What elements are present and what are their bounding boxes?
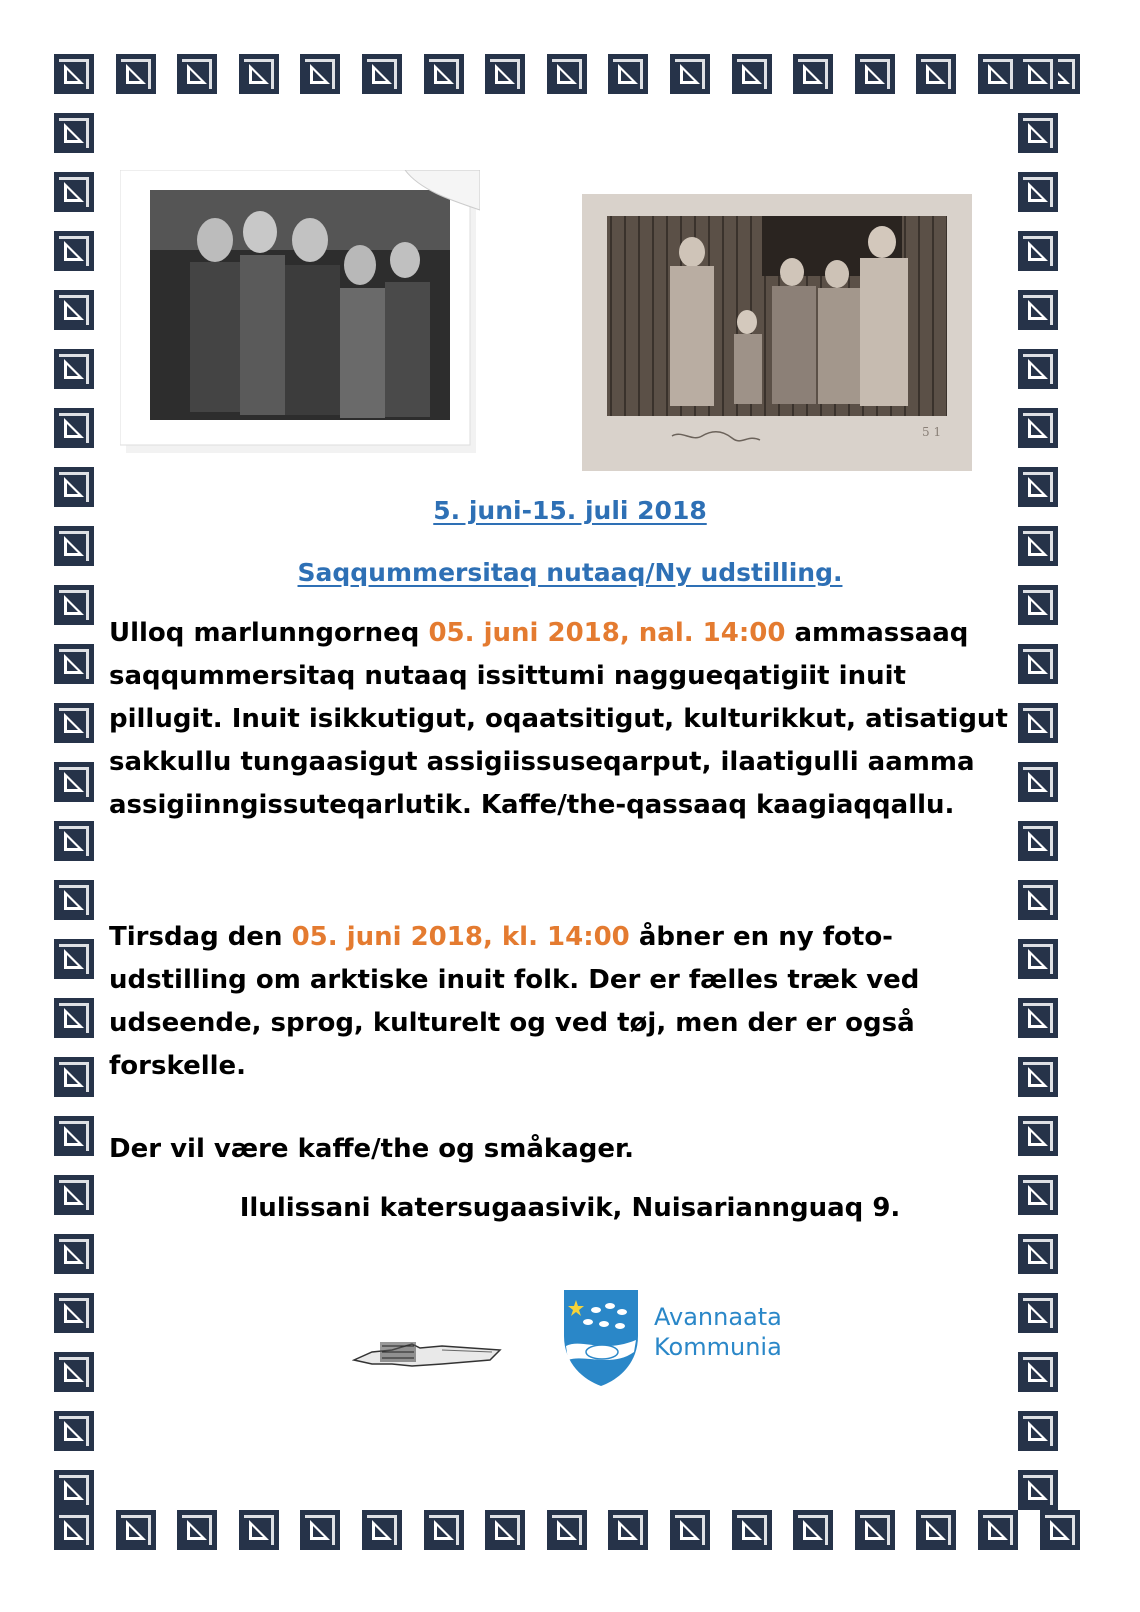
border-tile [1040,1510,1080,1550]
border-tile [54,880,94,920]
danish-datetime: 05. juni 2018, kl. 14:00 [291,922,630,952]
border-tile [239,54,279,94]
border-tile [670,54,710,94]
border-tile [54,408,94,448]
border-tile [1018,1234,1058,1274]
municipality-name-line2: Kommunia [654,1333,782,1361]
border-tile [177,1510,217,1550]
danish-lead: Tirsdag den [109,922,292,952]
address-text: Ilulissani katersugaasivik, Nuisariannguaq 9. [239,1193,901,1223]
border-tile [54,762,94,802]
border-tile [177,54,217,94]
border-tile [978,1510,1018,1550]
border-tile [1018,1352,1058,1392]
border-tile [116,54,156,94]
border-tile [916,1510,956,1550]
border-tile [424,54,464,94]
border-tile [424,1510,464,1550]
greenlandic-body: ammassaaq saqqummersitaq nutaaq issittumi naggueqatigiit inuit pillugit. Inuit isikkutigut, oqaatsitigut, kulturikkut, atisatigut sakkullu tungaasigut assigiissuseqarput, ilaatigulli aamma assigiinngissuteqarlutik. Kaffe/the-qassaaq kaagiaqqallu. [109,618,1008,820]
border-tile [793,1510,833,1550]
border-tile [1018,998,1058,1038]
border-tile [54,821,94,861]
border-tile [485,1510,525,1550]
border-tile [54,644,94,684]
border-tile [54,1234,94,1274]
border-tile [855,1510,895,1550]
greenlandic-paragraph [109,612,1009,827]
border-tile [1018,880,1058,920]
border-tile [732,1510,772,1550]
danish-paragraph [109,916,1009,1088]
border-tile [1018,939,1058,979]
border-tile [300,1510,340,1550]
border-tile [1018,290,1058,330]
border-tile [1018,585,1058,625]
border-tile [54,113,94,153]
border-tile [1018,1470,1058,1510]
border-tile [54,290,94,330]
border-tile [54,54,94,94]
border-tile [1018,762,1058,802]
greenlandic-lead: Ulloq marlunngorneq [109,618,429,648]
border-tile [1018,1293,1058,1333]
border-tile [1018,349,1058,389]
border-tile [239,1510,279,1550]
border-tile [54,1411,94,1451]
border-tile [1018,644,1058,684]
border-tile [54,1352,94,1392]
border-tile [54,1293,94,1333]
border-tile [54,172,94,212]
border-tile [54,998,94,1038]
border-tile [362,54,402,94]
greenlandic-datetime: 05. juni 2018, nal. 14:00 [428,618,786,648]
exhibition-title-heading: Saqqummersitaq nutaaq/Ny udstilling. [297,558,843,587]
border-tile [1018,231,1058,271]
border-tile [54,231,94,271]
border-tile [670,1510,710,1550]
border-tile [547,54,587,94]
border-tile [54,939,94,979]
border-tile [547,1510,587,1550]
border-tile [1018,172,1058,212]
border-tile [54,585,94,625]
date-range-heading: 5. juni-15. juli 2018 [433,496,707,525]
border-tile [54,1510,94,1550]
harpoon-sketch-icon [352,1330,502,1378]
municipality-name [654,1302,782,1362]
border-tile [1018,54,1058,94]
svg-text:5 1: 5 1 [922,425,942,439]
border-tile [1018,1411,1058,1451]
border-tile [54,1116,94,1156]
border-tile [916,54,956,94]
border-tile [793,54,833,94]
border-tile [608,1510,648,1550]
border-tile [1018,1116,1058,1156]
border-tile [116,1510,156,1550]
border-tile [732,54,772,94]
border-tile [54,703,94,743]
border-tile [1018,113,1058,153]
historic-photo-women [120,170,480,455]
border-tile [485,54,525,94]
border-tile [362,1510,402,1550]
border-tile [855,54,895,94]
historic-photo-family [582,194,972,471]
municipality-name-line1: Avannaata [654,1303,782,1331]
border-tile [1018,821,1058,861]
border-tile [300,54,340,94]
border-tile [54,349,94,389]
border-tile [54,1470,94,1510]
border-tile [978,54,1018,94]
border-tile [54,1057,94,1097]
border-tile [608,54,648,94]
border-tile [1018,703,1058,743]
danish-body: åbner en ny foto-udstilling om arktiske inuit folk. Der er fælles træk ved udseende, sprog, kulturelt og ved tøj, men der er også forskelle. [109,922,920,1081]
municipality-shield-icon [562,1288,640,1388]
border-tile [1018,408,1058,448]
border-tile [1018,1057,1058,1097]
refreshments-text: Der vil være kaffe/the og småkager. [109,1134,634,1164]
